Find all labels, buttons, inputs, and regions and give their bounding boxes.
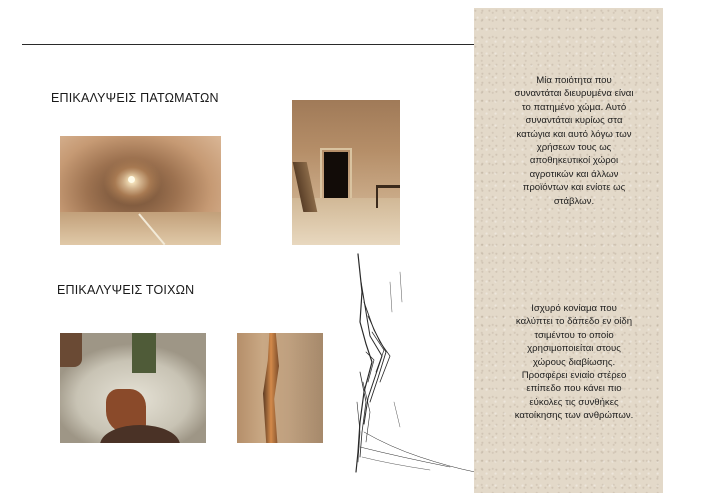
wall-section-photo — [237, 333, 323, 443]
storage-doorway-photo — [292, 100, 400, 245]
text-panel — [474, 8, 663, 493]
top-divider-line — [22, 44, 510, 45]
wall-coverings-heading: ΕΠΙΚΑΛΥΨΕΙΣ ΤΟΙΧΩΝ — [57, 283, 195, 297]
wall-description-text: Ισχυρό κονίαμα που καλύπτει το δάπεδο εν οίδη τσιμέντου το οποίο χρησιμοποιείται στους χώρους διαβίωσης. Προσφέρει ενιαίο στέρεο επίπεδο που κάνει πιο εύκολες τις συνθήκες κατοίκησης των ανθρώπων. — [514, 303, 634, 422]
plaster-sketch-drawing — [330, 252, 480, 477]
floor-coverings-heading: ΕΠΙΚΑΛΥΨΕΙΣ ΠΑΤΩΜΑΤΩΝ — [51, 91, 219, 105]
ceiling-lamp — [128, 176, 135, 183]
dark-doorway — [324, 152, 348, 198]
plastered-wall-photo — [60, 333, 206, 443]
mossy-patch — [132, 333, 156, 373]
plaster-crack — [263, 333, 279, 443]
wooden-bench — [376, 185, 400, 208]
exposed-stone-patch — [60, 333, 82, 367]
floor-description-text: Μία ποιότητα που συναντάται διευρυμένα είναι το πατημένο χώμα. Αυτό συναντάται κυρίως στα κατώγια και αυτό λόγω των χρήσεων τους ως αποθηκευτικοί χώροι αγροτικών και άλλων προϊόντων και ενίοτε ως στάβλων. — [514, 75, 634, 207]
vaulted-cellar-photo — [60, 136, 221, 245]
